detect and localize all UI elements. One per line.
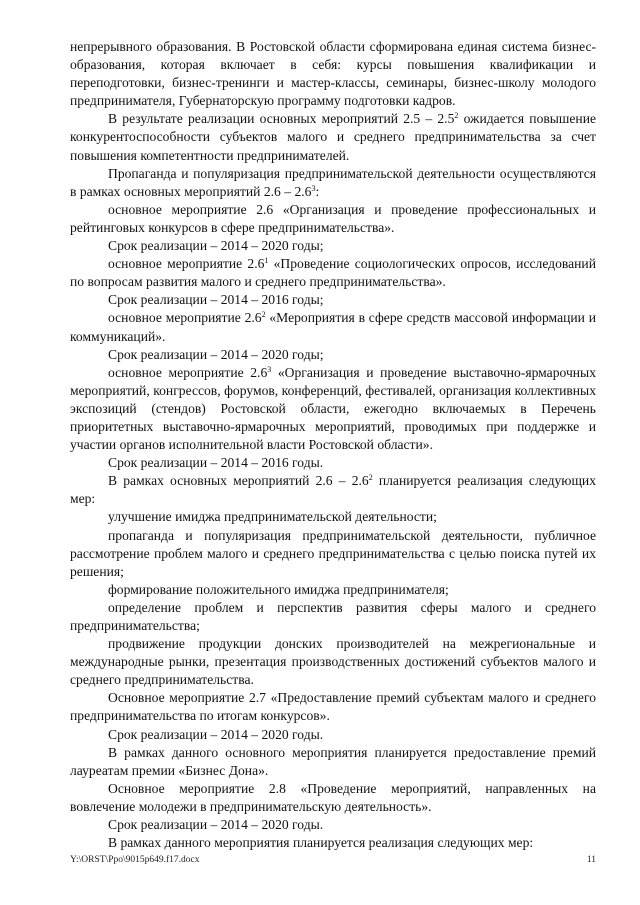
- superscript: 2: [368, 473, 373, 483]
- footer-file-path: Y:\ORST\Ppo\9015p649.f17.docx: [70, 855, 200, 865]
- paragraph-text: основное мероприятие 2.6 «Организация и проведение профессиональных и рейтинговых конкурсов в сфере предпринимательства».: [70, 201, 596, 235]
- paragraph-text: В результате реализации основных мероприятий 2.5 – 2.5: [108, 111, 455, 127]
- paragraph: [70, 165, 596, 201]
- paragraph-text: В рамках данного основного мероприятия планируется предоставление премий лауреатам премии «Бизнес Дона».: [70, 744, 596, 778]
- paragraph: [70, 527, 596, 581]
- paragraph: [70, 635, 596, 689]
- paragraph-text: ожидается повышение конкурентоспособности субъектов малого и среднего предпринимательства за счет повышения компетентности предпринимателей.: [70, 111, 597, 163]
- footer-page-number: 11: [586, 855, 596, 865]
- paragraph-text: Основное мероприятие 2.7 «Предоставление премий субъектам малого и среднего предпринимательства по итогам конкурсов».: [70, 690, 596, 724]
- paragraph: [70, 472, 596, 508]
- paragraph: [70, 291, 596, 309]
- paragraph-text: пропаганда и популяризация предпринимательской деятельности, публичное рассмотрение проблем малого и среднего предпринимательства с целью поиска путей их решения;: [70, 527, 596, 579]
- paragraph-text: :: [315, 183, 320, 199]
- paragraph-text: продвижение продукции донских производителей на межрегиональные и международные рынки, презентация производственных достижений субъектов малого и среднего предпринимательства.: [70, 636, 596, 688]
- superscript: 2: [454, 111, 459, 121]
- paragraph: [70, 110, 596, 164]
- paragraph-text: В рамках данного мероприятия планируется реализация следующих мер:: [108, 835, 534, 851]
- paragraph-text: Срок реализации – 2014 – 2020 годы.: [108, 726, 324, 742]
- paragraph-text: планируется реализация следующих мер:: [70, 473, 596, 507]
- paragraph: [70, 816, 596, 834]
- paragraph: [70, 255, 596, 291]
- paragraph-text: основное мероприятие 2.6: [108, 310, 262, 326]
- superscript: 2: [261, 310, 266, 320]
- paragraph-text: «Проведение социологических опросов, исследований по вопросам развития малого и среднего предпринимательства».: [70, 256, 596, 290]
- paragraph: [70, 780, 596, 816]
- paragraph-text: улучшение имиджа предпринимательской деятельности;: [108, 509, 437, 525]
- paragraph: [70, 38, 596, 110]
- paragraph: [70, 834, 596, 852]
- paragraph-text: Срок реализации – 2014 – 2016 годы;: [108, 292, 324, 308]
- superscript: 1: [264, 256, 269, 266]
- paragraph-text: Срок реализации – 2014 – 2020 годы;: [108, 346, 324, 362]
- paragraph-text: В рамках основных мероприятий 2.6 – 2.6: [108, 473, 369, 489]
- paragraph-text: основное мероприятие 2.6: [108, 256, 265, 272]
- paragraph-text: Срок реализации – 2014 – 2020 годы.: [108, 817, 324, 833]
- paragraph-text: Срок реализации – 2014 – 2016 годы.: [108, 455, 324, 471]
- paragraph: [70, 309, 596, 345]
- paragraph: [70, 744, 596, 780]
- paragraph-text: основное мероприятие 2.6: [108, 364, 268, 380]
- paragraph: [70, 346, 596, 364]
- paragraph: [70, 581, 596, 599]
- paragraph: [70, 508, 596, 526]
- paragraph-text: «Организация и проведение выставочно-ярмарочных мероприятий, конгрессов, форумов, конференций, фестивалей, организация коллективных экспозиций (стендов) Ростовской области, ежегодно включаемых в Перечень приоритетных выставочно-ярмарочных мероприятий, проводимых при поддержке и участии органов исполнительной власти Ростовской области».: [70, 364, 596, 453]
- paragraph: [70, 599, 596, 635]
- superscript: 3: [311, 183, 316, 193]
- paragraph: [70, 201, 596, 237]
- paragraph-text: Основное мероприятие 2.8 «Проведение мероприятий, направленных на вовлечение молодежи в предпринимательскую деятельность».: [70, 780, 596, 814]
- paragraph-text: Срок реализации – 2014 – 2020 годы;: [108, 238, 324, 254]
- paragraph: [70, 364, 596, 454]
- superscript: 3: [267, 364, 272, 374]
- document-body: [70, 38, 596, 852]
- paragraph: [70, 454, 596, 472]
- paragraph-text: формирование положительного имиджа предпринимателя;: [108, 581, 449, 597]
- paragraph-text: Пропаганда и популяризация предпринимательской деятельности осуществляются в рамках основных мероприятий 2.6 – 2.6: [70, 165, 596, 199]
- paragraph: [70, 689, 596, 725]
- paragraph-text: «Мероприятия в сфере средств массовой информации и коммуникаций».: [70, 310, 596, 344]
- paragraph: [70, 726, 596, 744]
- paragraph-text: непрерывного образования. В Ростовской области сформирована единая система бизнес-образования, которая включает в себя: курсы повышения квалификации и переподготовки, бизнес-тренинги и мастер-классы, семинары, бизнес-школу молодого предпринимателя, Губернаторскую программу подготовки кадров.: [70, 39, 596, 109]
- paragraph: [70, 237, 596, 255]
- paragraph-text: определение проблем и перспектив развития сферы малого и среднего предпринимательства;: [70, 599, 596, 633]
